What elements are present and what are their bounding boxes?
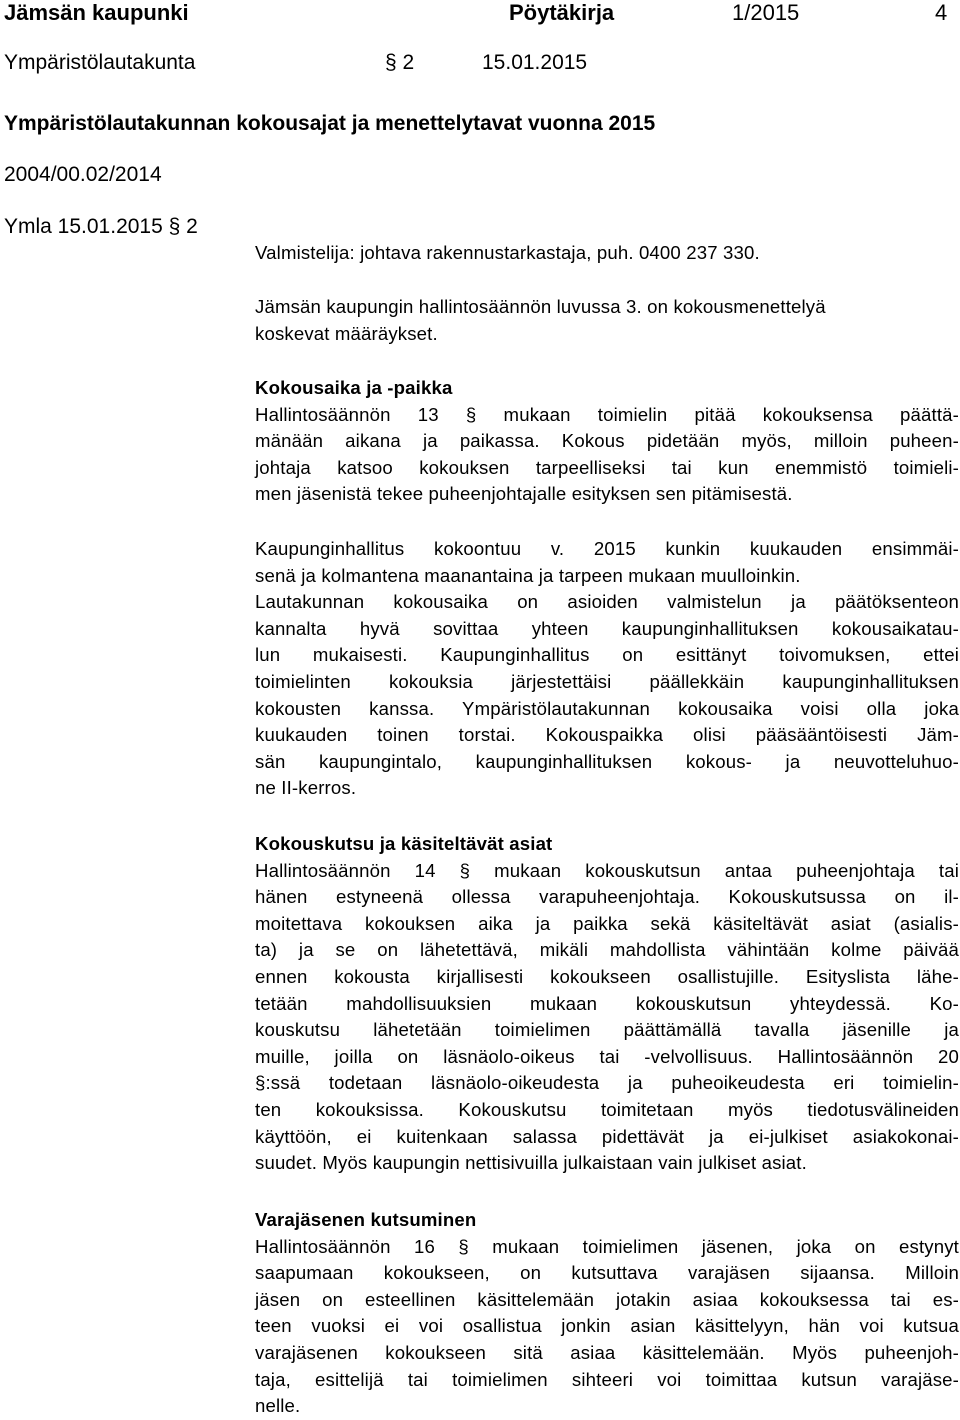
text-line: ten kokouksissa. Kokouskutsu toimitetaan myös tiedotusvälineiden bbox=[255, 1098, 959, 1120]
text-line: ennen kokousta kirjallisesti kokoukseen osallistujille. Esityslista lähe- bbox=[255, 965, 959, 987]
text-line: Hallintosäännön 14 § mukaan kokouskutsun antaa puheenjohtaja tai bbox=[255, 859, 959, 881]
section-text bbox=[255, 402, 959, 508]
section-kokouskutsu bbox=[255, 831, 959, 1177]
organization-name: Jämsän kaupunki bbox=[4, 0, 189, 25]
section-number: 2 bbox=[402, 51, 415, 74]
section-symbol: § bbox=[385, 51, 397, 74]
text-line: koskevat määräykset. bbox=[255, 322, 438, 344]
text-line: Kaupunginhallitus kokoontuu v. 2015 kunkin kuukauden ensimmäi- bbox=[255, 538, 959, 559]
text-line: men jäsenistä tekee puheenjohtajalle esityksen sen pitämisestä. bbox=[255, 483, 793, 505]
text-line: tetään mahdollisuuksien mukaan kokouskutsun yhteydessä. Ko- bbox=[255, 992, 959, 1014]
text-line: muille, joilla on läsnäolo-oikeus tai -velvollisuus. Hallintosäännön 20 bbox=[255, 1045, 959, 1067]
meeting-date: 15.01.2015 bbox=[482, 51, 588, 74]
text-line: suudet. Myös kaupungin nettisivuilla julkaistaan vain julkiset asiat. bbox=[255, 1152, 807, 1174]
text-line: sän kaupungintalo, kaupunginhallituksen kokous- ja neuvotteluhuo- bbox=[255, 750, 959, 772]
text-line: Hallintosäännön 13 § mukaan toimielin pitää kokouksensa päättä- bbox=[255, 403, 959, 425]
text-line: varajäsenen kokoukseen sitä asiaa käsittelemään. Myös puheenjoh- bbox=[255, 1341, 959, 1363]
text-line: ne II-kerros. bbox=[255, 777, 357, 799]
text-line: mänään aikana ja paikassa. Kokous pidetään myös, milloin puheen- bbox=[255, 430, 959, 452]
section-kokousaika bbox=[255, 375, 959, 508]
text-line: hänen estyneenä ollessa varapuheenjohtaja. Kokouskutsussa on il- bbox=[255, 886, 959, 908]
section-reference bbox=[385, 50, 414, 76]
text-line: Hallintosäännön 16 § mukaan toimielimen jäsenen, joka on estynyt bbox=[255, 1235, 959, 1257]
text-line: ta) ja se on lähetettävä, mikäli mahdollista vähintään kolme päivää bbox=[255, 939, 959, 961]
text-line: nelle. bbox=[255, 1395, 301, 1417]
text-line: kuukauden toinen torstai. Kokouspaikka olisi pääsääntöisesti Jäm- bbox=[255, 724, 959, 746]
section-varajasen bbox=[255, 1207, 959, 1420]
document-type: Pöytäkirja bbox=[509, 0, 615, 25]
section-heading: Kokousaika ja -paikka bbox=[255, 377, 453, 398]
text-line: toimielinten kokouksia järjestettäisi päällekkäin kaupunginhallituksen bbox=[255, 670, 959, 692]
board-name: Ympäristölautakunta bbox=[4, 51, 196, 74]
intro-block bbox=[255, 294, 959, 347]
text-line: Lautakunnan kokousaika on asioiden valmistelun ja päätöksenteon bbox=[255, 591, 959, 613]
text-line: johtaja katsoo kokouksen tarpeelliseksi tai kun enemmistö toimieli- bbox=[255, 456, 959, 478]
section-text bbox=[255, 858, 959, 1177]
text-line: moitettava kokouksen aika ja paikka sekä käsiteltävät asiat (asialis- bbox=[255, 912, 959, 934]
document-number: 1/2015 bbox=[732, 0, 800, 25]
page-number: 4 bbox=[935, 0, 948, 25]
diary-number: 2004/00.02/2014 bbox=[4, 163, 162, 186]
board-reference-number: 2 bbox=[186, 215, 198, 238]
text-line: lun mukaisesti. Kaupunginhallitus on esittänyt toivomuksen, ettei bbox=[255, 644, 959, 666]
section-text bbox=[255, 536, 959, 802]
text-line: Jämsän kaupungin hallintosäännön luvussa 3. on kokousmenettelyä bbox=[255, 296, 826, 317]
text-line: jäsen on esteellinen käsittelemään jotakin asiaa kokouksessa tai es- bbox=[255, 1288, 959, 1310]
board-reference bbox=[4, 214, 198, 240]
board-reference-symbol: § bbox=[168, 215, 181, 238]
text-line: saapumaan kokoukseen, on kutsuttava varajäsen sijaansa. Milloin bbox=[255, 1262, 959, 1284]
text-line: käyttöön, ei kuitenkaan salassa pidettävät ja ei-julkiset asiakokonai- bbox=[255, 1125, 959, 1147]
text-line: teen vuoksi ei voi osallistua jonkin asian käsittelyyn, hän voi kutsua bbox=[255, 1315, 959, 1337]
text-line: kannalta hyvä sovittaa yhteen kaupunginhallituksen kokousaikatau- bbox=[255, 617, 959, 639]
subject-title: Ympäristölautakunnan kokousajat ja menettelytavat vuonna 2015 bbox=[4, 112, 656, 135]
section-kokoontuminen bbox=[255, 536, 959, 802]
section-heading: Varajäsenen kutsuminen bbox=[255, 1209, 477, 1230]
board-reference-prefix: Ymla 15.01.2015 bbox=[4, 215, 163, 238]
text-line: kouskutsu lähetetään toimielimen päättämällä tavalla jäsenille ja bbox=[255, 1019, 959, 1041]
text-line: kokousten kanssa. Ympäristölautakunnan kokousaika voisi olla joka bbox=[255, 697, 959, 719]
preparer-block bbox=[255, 240, 959, 267]
text-line: Valmistelija: johtava rakennustarkastaja, puh. 0400 237 330. bbox=[255, 242, 760, 263]
text-line: taja, esittelijä tai toimielimen sihteeri voi toimittaa kutsun varajäse- bbox=[255, 1368, 959, 1390]
section-text bbox=[255, 1234, 959, 1420]
text-line: senä ja kolmantena maanantaina ja tarpeen mukaan muulloinkin. bbox=[255, 564, 801, 586]
text-line: §:ssä todetaan läsnäolo-oikeudesta ja puheoikeudesta eri toimielin- bbox=[255, 1072, 959, 1094]
section-heading: Kokouskutsu ja käsiteltävät asiat bbox=[255, 833, 553, 854]
